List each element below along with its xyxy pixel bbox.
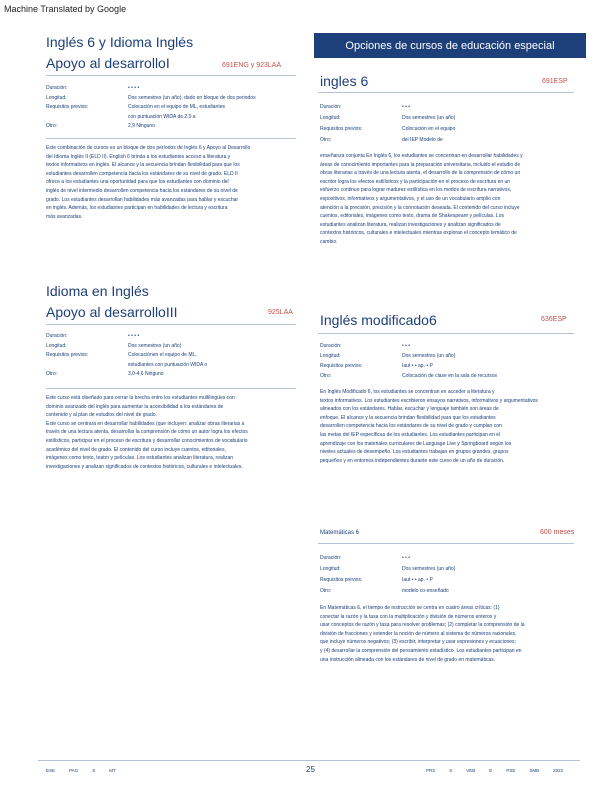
- paragraph-line: del Idioma Inglés II (ELD II). English 6 brinda a los estudiantes acceso a literatura y: [46, 153, 231, 160]
- course-info-values: [402, 553, 455, 597]
- paragraph-line: Este curso se centrará en desarrollar habilidades (que incluyen: analizar obras literarias a: [46, 420, 245, 427]
- paragraph-line: expositivos, informativos y argumentativos, y el uso de un vocabulario amplio con: [320, 195, 501, 202]
- info-text: del IEP Modelo de: [402, 137, 443, 143]
- paragraph-line: través de una lectura atenta, desarrollar la comprensión de cómo un autor logra los efectos: [46, 429, 248, 436]
- paragraph-line: inglés de nivel intermedio desarrollen competencia hacia los estándares de su nivel de: [46, 187, 238, 194]
- info-text: • • •: [402, 104, 411, 110]
- info-text: Longitud:: [46, 342, 67, 349]
- footer-right: [426, 768, 577, 773]
- paragraph-line: grado. Los estudiantes desarrollan habilidades más avanzadas para hablar y escuchar: [46, 196, 239, 203]
- paragraph-line: áreas de conocimiento importantes para la preparación universitaria, incluido el estudio de: [320, 161, 521, 168]
- paragraph-line: en inglés. Además, los estudiantes participan en habilidades de lectura y escritura: [46, 205, 228, 212]
- course-code: 925LAA: [268, 309, 293, 316]
- course-info-labels: [320, 102, 362, 146]
- paragraph-line: estilísticos, participar en el proceso de escritura y desarrollar conocimientos de vocabulario: [46, 437, 248, 444]
- machine-translation-notice: Machine Translated by Google: [4, 4, 127, 14]
- info-text: estudiantes con puntuación WIDA o: [128, 361, 208, 368]
- info-text: Duración:: [320, 104, 342, 110]
- course-description: [46, 144, 304, 221]
- page-number: 25: [306, 765, 315, 774]
- divider: [318, 333, 574, 334]
- course-description: [320, 604, 582, 664]
- course-title: ingles 6: [320, 73, 369, 89]
- info-text: • • •: [402, 343, 411, 349]
- paragraph-line: En Matemáticas 6, el tiempo de instrucción se centra en cuatro áreas críticas: (1): [320, 605, 500, 611]
- footer-text: ESE: [46, 768, 56, 773]
- paragraph-line: Este curso está diseñado para cerrar la brecha entre los estudiantes multilingües con: [46, 395, 235, 401]
- paragraph-line: ofrece a los estudiantes una oportunidad para que los estudiantes con dominio del: [46, 179, 229, 186]
- footer-text: PAG: [69, 768, 79, 773]
- course-info-labels: [46, 84, 88, 132]
- footer-divider: [38, 760, 580, 761]
- paragraph-line: contextos históricos, culturales e intelectuales mientras exploran el concepto temático de: [320, 230, 517, 237]
- section-banner: Opciones de cursos de educación especial: [314, 33, 586, 58]
- paragraph-line: usar conceptos de razón y tasa para resolver problemas; (2) completar la comprensión de la: [320, 622, 525, 629]
- course-info-values: [402, 341, 497, 381]
- info-text: Requisitos previos:: [46, 104, 89, 110]
- paragraph-line: atención a la precisión, precisión y la connotación deseada. El contenido del curso incluye: [320, 204, 520, 211]
- paragraph-line: dominio avanzado del inglés para aumentar la accesibilidad a los estándares de: [46, 403, 224, 410]
- divider: [318, 92, 574, 93]
- info-text: 2,9 Ninguno: [128, 123, 155, 129]
- paragraph-line: alineados con los estándares. Hablar, escuchar y lenguaje también son áreas de: [320, 406, 499, 413]
- info-text: • • • •: [128, 333, 140, 339]
- info-text: Dos semestres (un año), dado en bloque de dos periodos: [128, 94, 256, 101]
- info-text: Requisitos previos:: [320, 577, 363, 583]
- footer-text: E: [489, 768, 493, 773]
- info-text: [46, 113, 88, 123]
- paragraph-line: obras literarias a través de una lectura atenta, el desarrollo de la comprensión de cómo un: [320, 170, 521, 177]
- paragraph-line: niveles actuales de desempeño. Los estudiantes trabajan en grupos grandes, grupos: [320, 449, 509, 456]
- footer-text: VEB: [466, 768, 476, 773]
- paragraph-line: esfuerzo continuo para lograr madurez estilística en los modos de escritura narrativos,: [320, 187, 512, 194]
- paragraph-line: académico del nivel de grado. El contenido del curso incluye cuentos, editoriales,: [46, 446, 226, 453]
- info-text: • • •: [402, 555, 411, 561]
- info-text: Otro:: [320, 588, 332, 594]
- paragraph-line: estudiantes analizan literatura, realizan investigaciones y analizan significados de: [320, 221, 501, 228]
- footer-text: PSE: [506, 768, 516, 773]
- course-info-labels: [320, 341, 362, 381]
- paragraph-line: conectar la razón y la tasa con la multiplicación y división de números enteros y: [320, 613, 497, 620]
- course-title: Inglés modificado6: [320, 312, 437, 328]
- course-code: 691ENG y 923LAA: [222, 62, 282, 69]
- info-text: Dos semestres (un año): [402, 566, 456, 572]
- course-info-values: [128, 84, 256, 132]
- course-description: [46, 394, 304, 471]
- info-text: Colocación en el equipo de ML, estudiantes: [128, 104, 226, 110]
- paragraph-line: cuentos, editoriales, imágenes como texto, drama de Shakespeare y películas. Los: [320, 213, 504, 220]
- paragraph-line: En Inglés Modificado 6, los estudiantes se concentran en acceder a literatura y: [320, 389, 495, 395]
- course-title: Matemáticas 6: [320, 530, 360, 536]
- course-title-line1: Inglés 6 y Idioma Inglés: [46, 34, 194, 50]
- paragraph-line: una instrucción alineada con los estándares de nivel de grado en matemáticas.: [320, 656, 496, 663]
- paragraph-line: las metas del IEP específicas de los estudiantes. Los estudiantes participan en el: [320, 431, 501, 438]
- course-info-labels: [46, 332, 88, 380]
- paragraph-line: más avanzadas.: [46, 213, 83, 220]
- info-text: Iaut • • ap. • P: [402, 363, 433, 369]
- course-code: 636ESP: [541, 316, 567, 323]
- divider: [46, 324, 296, 325]
- info-text: Longitud:: [320, 353, 341, 359]
- divider: [46, 138, 296, 139]
- info-text: 3,0-4,6 Ninguno: [128, 371, 164, 377]
- course-code: 691ESP: [542, 78, 568, 85]
- footer-left: [46, 768, 130, 773]
- footer-text: S: [92, 768, 96, 773]
- info-text: Longitud:: [320, 566, 341, 572]
- paragraph-line: imágenes como texto, teatro y películas. Los estudiantes analizan literatura, realizan: [46, 455, 234, 462]
- paragraph-line: enfoque. El alcance y la secuencia brindan flexibilidad para que los estudiantes: [320, 414, 496, 421]
- course-title-line2: Apoyo al desarrolloIII: [46, 304, 178, 320]
- info-text: [46, 361, 88, 371]
- course-info-labels: [320, 553, 362, 597]
- info-text: Iaut • • ap. • P: [402, 577, 433, 583]
- course-title-line2: Apoyo al desarrolloI: [46, 55, 170, 71]
- info-text: Colocaciónen el equipo de ML,: [128, 352, 197, 358]
- paragraph-line: textos informativos en inglés. El alcance y la secuencia brindan flexibilidad para que los: [46, 162, 240, 169]
- footer-text: SMB: [529, 768, 540, 773]
- paragraph-line: investigaciones y analizan significados de contextos históricos, culturales e intelectuales.: [46, 463, 243, 470]
- footer-text: 2022: [553, 768, 564, 773]
- info-text: Dos semestres (un año): [128, 342, 182, 349]
- paragraph-line: y (4) desarrollar la comprensión del pensamiento estadístico. Los estudiantes participan en: [320, 647, 522, 654]
- footer-text: S: [449, 768, 453, 773]
- info-text: Otro:: [46, 123, 58, 129]
- course-info-values: [128, 332, 207, 380]
- paragraph-line: desarrollen competencia hacia los estándares de su nivel de grado y cumplan con: [320, 423, 502, 430]
- paragraph-line: Este combinación de cursos es un bloque de dos períodos de Inglés 6 y Apoyo al Desarrollo: [46, 145, 251, 151]
- divider: [46, 388, 296, 389]
- course-info-values: [402, 102, 455, 146]
- course-description: [320, 152, 582, 247]
- info-text: Dos semestres (un año): [402, 353, 456, 359]
- paragraph-line: aprendizaje con los materiales curriculares de Language Live y Springboard según los: [320, 440, 512, 447]
- info-text: Colocación en el equipo: [402, 126, 456, 132]
- info-text: Requisitos previos:: [320, 126, 363, 132]
- paragraph-line: división de fracciones y extender la noción de número al sistema de números racionales,: [320, 630, 517, 637]
- paragraph-line: cambio.: [320, 238, 338, 245]
- paragraph-line: escritor logra los efectos estilísticos y la participación en el proceso de escritura en un: [320, 178, 511, 185]
- footer-text: MT: [109, 768, 116, 773]
- info-text: Requisitos previos:: [46, 352, 89, 358]
- paragraph-line: estudiantes desarrollen competencia hacia los estándares de su nivel de grado. ELD II: [46, 170, 238, 177]
- info-text: Colocación de clase en la sala de recursos: [402, 373, 498, 379]
- info-text: Duración:: [320, 343, 342, 349]
- info-text: con puntuación WIDA de 2,0 a: [128, 113, 196, 120]
- paragraph-line: pequeños y en entornos independientes durante este curso de un año de duración.: [320, 457, 505, 464]
- info-text: modelo co-enseñado: [402, 588, 449, 594]
- footer-text: PRS: [426, 768, 436, 773]
- info-text: Longitud:: [46, 94, 67, 101]
- info-text: Otro:: [46, 371, 58, 377]
- info-text: Longitud:: [320, 115, 341, 121]
- divider: [46, 75, 296, 76]
- paragraph-line: enseñanza conjunta En Inglés 6, los estudiantes se concentran en desarrollar habilidades y: [320, 153, 523, 159]
- info-text: Otro:: [320, 373, 332, 379]
- info-text: Duración:: [46, 333, 68, 339]
- info-text: Duración:: [320, 555, 342, 561]
- info-text: Duración:: [46, 85, 68, 91]
- info-text: Otro:: [320, 137, 332, 143]
- course-description: [320, 388, 582, 465]
- divider: [318, 543, 574, 544]
- info-text: Requisitos previos:: [320, 363, 363, 369]
- paragraph-line: contenido y al plan de estudios del nivel de grado.: [46, 412, 157, 419]
- info-text: Dos semestres (un año): [402, 115, 456, 121]
- course-code: 600 meses: [540, 529, 575, 536]
- info-text: • • • •: [128, 85, 140, 91]
- course-title-line1: Idioma en Inglés: [46, 283, 149, 299]
- paragraph-line: textos informativos. Los estudiantes escribieron ensayos narrativos, informativos y argumentativos: [320, 397, 538, 404]
- paragraph-line: que incluye números negativos; (3) escribir, interpretar y usar expresiones y ecuaciones;: [320, 639, 516, 646]
